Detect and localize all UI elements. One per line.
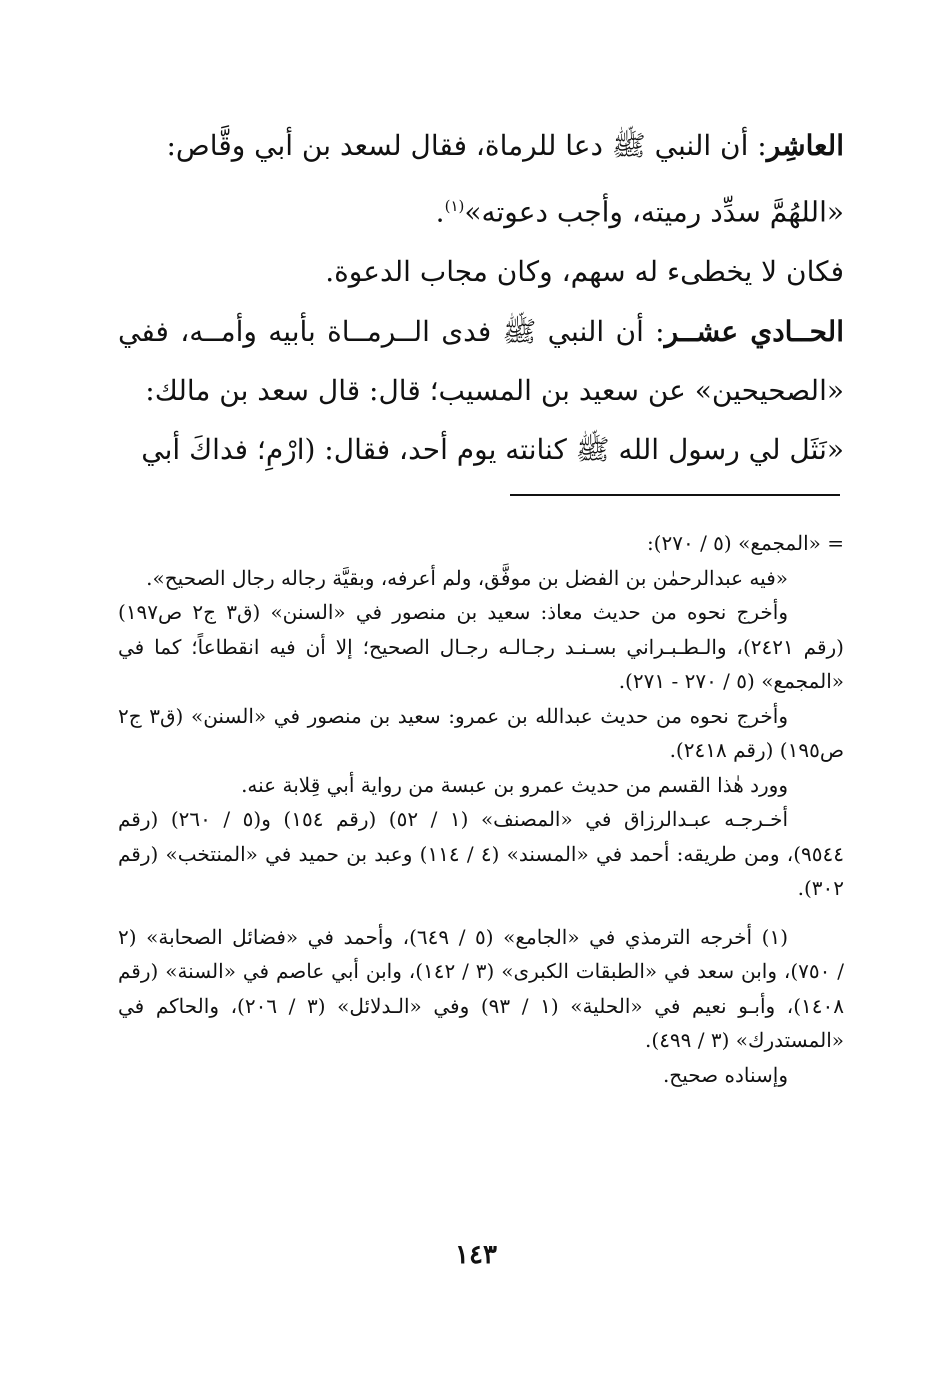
footnote-line: (١) أخرجه الترمذي في «الجامع» (٥ / ٦٤٩)، وأحمد في «فضائل الصحابة» (٢ — [118, 924, 789, 949]
note-line: «المجمع» (٥ / ٢٧٠ - ٢٧١). — [618, 669, 844, 693]
note-gap — [118, 906, 844, 920]
keyword-eleventh: الحــادي عشــر — [664, 315, 844, 349]
note-line: أخـرجـه عبـدالرزاق في «المصنف» (١ / ٥٢) (رقم ١٥٤) و(٥ / ٢٦٠) (رقم — [118, 807, 788, 831]
footnote-line: ١٤٠٨)، وأبـو نعيم في «الحلية» (١ / ٩٣) وفي «الـدلائل» (٣ / ٢٠٦)، والحاكم في — [118, 993, 844, 1018]
note-line: وأخرج نحوه من حديث عبدالله بن عمرو: سعيد بن منصور في «السنن» (ق٣ ج٢ — [118, 703, 788, 728]
footnotes — [118, 526, 844, 1092]
note-line: وأخرج نحوه من حديث معاذ: سعيد بن منصور في «السنن» (ق٣ ج٢ ص١٩٧) — [118, 600, 789, 624]
note-line: = «المجمع» (٥ / ٢٧٠): — [646, 531, 844, 555]
note-line: ٣٠٢). — [797, 876, 844, 900]
note-line: «فيه عبدالرحمٰن بن الفضل بن موفَّق، ولم أعرفه، وبقيَّة رجاله رجال الصحيح». — [146, 565, 788, 590]
main-line-2 — [118, 176, 844, 242]
main-line-1-text: : أن النبي ﷺ دعا للرماة، فقال لسعد بن أبي وقَّاص: — [166, 129, 767, 162]
main-line-1 — [118, 116, 844, 176]
footnote-mark: (١) — [444, 197, 465, 215]
main-line-4 — [118, 302, 844, 362]
main-line-5: «الصحيحين» عن سعيد بن المسيب؛ قال: قال سعد بن مالك: — [145, 374, 844, 408]
note-line: (رقم ٢٤٢١)، والـطـبـراني بسـنـد رجـالـه رجـال الصحيح؛ إلا أن فيه انقطاعاً؛ كما في — [118, 634, 844, 659]
main-text — [118, 116, 844, 480]
note-line: وورد هٰذا القسم من حديث عمرو بن عبسة من رواية أبي قِلابة عنه. — [241, 772, 788, 797]
main-line-3: فكان لا يخطىء له سهم، وكان مجاب الدعوة. — [325, 255, 844, 289]
main-line-2-end: . — [435, 195, 445, 229]
footnote-line: / ٧٥٠)، وابن سعد في «الطبقات الكبرى» (٣ / ١٤٢)، وابن أبي عاصم في «السنة» (رقم — [118, 959, 845, 983]
footnote-separator — [510, 494, 840, 496]
main-line-2-text: «اللهُمَّ سدِّد رميته، وأجب دعوته» — [464, 195, 844, 229]
note-line: ص١٩٥) (رقم ٢٤١٨). — [669, 738, 844, 762]
footnote-line: «المستدرك» (٣ / ٤٩٩). — [645, 1028, 844, 1052]
main-line-6: «نَثَل لي رسول الله ﷺ كنانته يوم أحد، فقال: (ارْمِ؛ فداكَ أبي — [141, 433, 844, 467]
keyword-tenth: العاشِر — [766, 129, 844, 162]
main-line-4-text: : أن النبي ﷺ فدى الــرمــاة بأبيه وأمــه، ففي — [118, 315, 665, 349]
note-line: ٩٥٤٤)، ومن طريقه: أحمد في «المسند» (٤ / ١١٤) وعبد بن حميد في «المنتخب» (رقم — [118, 841, 845, 866]
page-number: ١٤٣ — [455, 1240, 497, 1270]
footnote-line: وإسناده صحيح. — [662, 1062, 788, 1087]
